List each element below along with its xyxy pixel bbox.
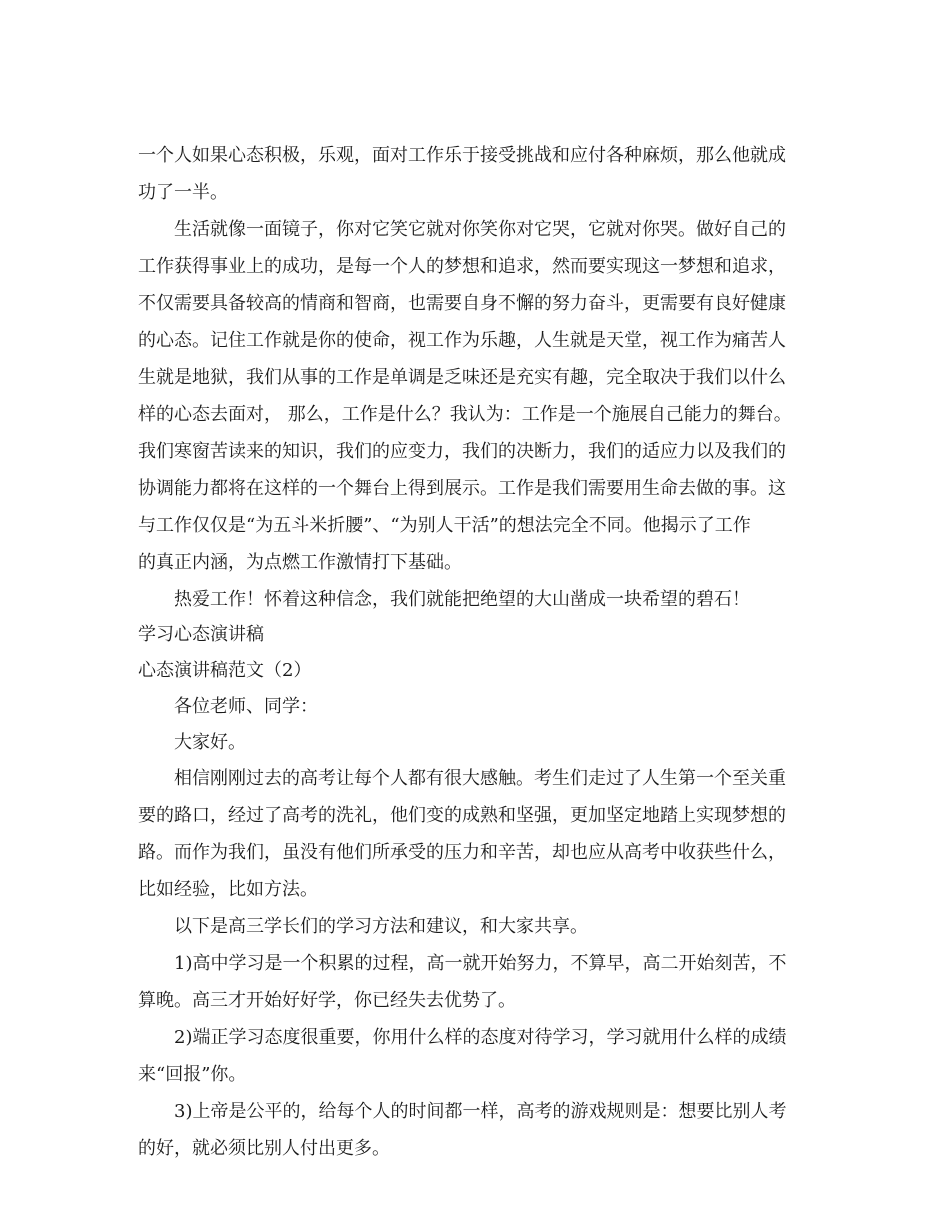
text-line-12: 的真正内涵，为点燃工作激情打下基础。 [138, 552, 462, 573]
list-item-1: 1)高中学习是一个积累的过程，高一就开始努力，不算早，高二开始刻苦，不 [174, 953, 787, 974]
article-title: 心态演讲稿范文（2） [138, 660, 312, 681]
list-item-1-cont: 算晚。高三才开始好好学，你已经失去优势了。 [138, 990, 516, 1011]
text-line-22: 以下是高三学长们的学习方法和建议，和大家共享。 [174, 916, 588, 937]
text-line-20: 路。而作为我们，虽没有他们所承受的压力和辛苦，却也应从高考中收获些什么， [138, 842, 786, 863]
text-line-2: 功了一半。 [138, 182, 228, 203]
text-line-7: 生就是地狱，我们从事的工作是单调是乏味还是充实有趣，完全取决于我们以什么 [138, 367, 786, 388]
list-item-3: 3)上帝是公平的，给每个人的时间都一样，高考的游戏规则是：想要比别人考 [174, 1101, 787, 1122]
text-line-4: 工作获得事业上的成功，是每一个人的梦想和追求，然而要实现这一梦想和追求， [138, 256, 786, 277]
list-item-2: 2)端正学习态度很重要，你用什么样的态度对待学习，学习就用什么样的成绩 [174, 1027, 787, 1048]
text-line-3: 生活就像一面镜子，你对它笑它就对你笑你对它哭，它就对你哭。做好自己的 [174, 219, 786, 240]
text-line-5: 不仅需要具备较高的情商和智商，也需要自身不懈的努力奋斗，更需要有良好健康 [138, 293, 786, 314]
list-item-3-cont: 的好，就必须比别人付出更多。 [138, 1138, 390, 1159]
text-line-11: 与工作仅仅是“为五斗米折腰”、“为别人干活”的想法完全不同。他揭示了工作 [138, 515, 751, 536]
text-line-19: 要的路口，经过了高考的洗礼，他们变的成熟和坚强，更加坚定地踏上实现梦想的 [138, 805, 786, 826]
text-line-18: 相信刚刚过去的高考让每个人都有很大感触。考生们走过了人生第一个至关重 [174, 768, 786, 789]
text-line-13: 热爱工作！怀着这种信念，我们就能把绝望的大山凿成一块希望的碧石！ [174, 589, 750, 610]
text-line-9: 我们寒窗苦读来的知识，我们的应变力，我们的决断力，我们的适应力以及我们的 [138, 441, 786, 462]
text-line-10: 协调能力都将在这样的一个舞台上得到展示。工作是我们需要用生命去做的事。这 [138, 478, 786, 499]
list-item-2-cont: 来“回报”你。 [138, 1064, 247, 1085]
greeting: 大家好。 [174, 732, 246, 753]
section-heading: 学习心态演讲稿 [138, 624, 264, 645]
text-line-1: 一个人如果心态积极，乐观，面对工作乐于接受挑战和应付各种麻烦，那么他就成 [138, 145, 786, 166]
text-line-21: 比如经验，比如方法。 [138, 879, 318, 900]
text-line-6: 的心态。记住工作就是你的使命，视工作为乐趣，人生就是天堂，视工作为痛苦人 [138, 330, 786, 351]
salutation: 各位老师、同学： [174, 696, 318, 717]
text-line-8: 样的心态去面对， 那么，工作是什么？我认为：工作是一个施展自己能力的舞台。 [138, 404, 792, 425]
